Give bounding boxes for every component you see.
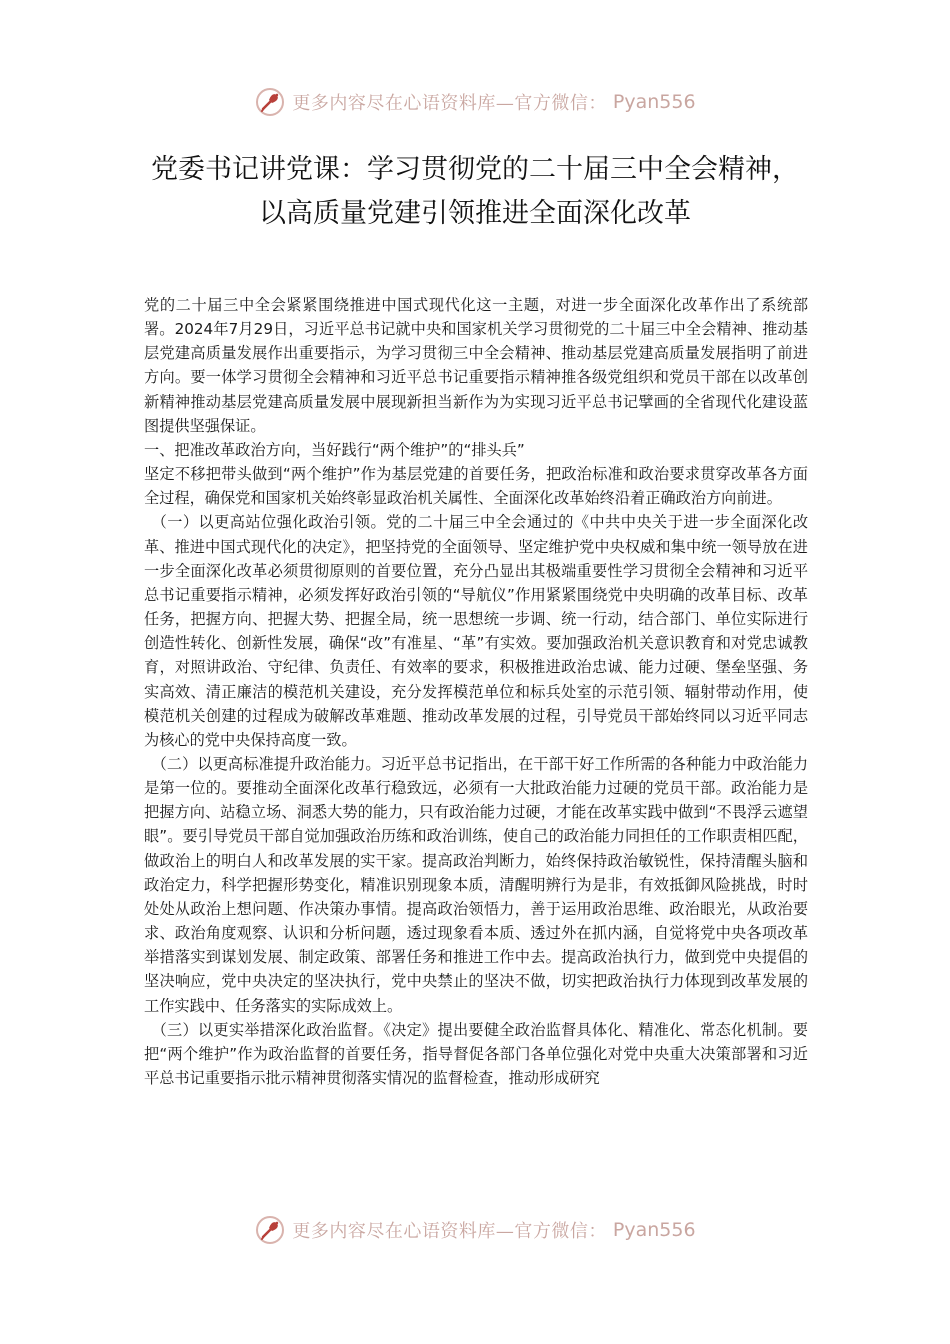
- subsection-2-paragraph: （二）以更高标准提升政治能力。习近平总书记指出，在干部干好工作所需的各种能力中政治能力是第一位的。要推动全面深化改革行稳致远，必须有一大批政治能力过硬的党员干部。政治能力是把握方向、站稳立场、洞悉大势的能力，只有政治能力过硬，才能在改革实践中做到“不畏浮云遮望眼”。要引导党员干部自觉加强政治历练和政治训练，使自己的政治能力同担任的工作职责相匹配，做政治上的明白人和改革发展的实干家。提高政治判断力，始终保持政治敏锐性，保持清醒头脑和政治定力，科学把握形势变化，精准识别现象本质，清醒明辨行为是非，有效抵御风险挑战，时时处处从政治上想问题、作决策办事情。提高政治领悟力，善于运用政治思维、政治眼光，从政治要求、政治角度观察、认识和分析问题，透过现象看本质、透过外在抓内涵，自觉将党中央各项改革举措落实到谋划发展、制定政策、部署任务和推进工作中去。提高政治执行力，做到党中央提倡的坚决响应，党中央决定的坚决执行，党中央禁止的坚决不做，切实把政治执行力体现到改革发展的工作实践中、任务落实的实际成效上。: [144, 754, 808, 1015]
- title-line-1: 党委书记讲党课：学习贯彻党的二十届三中全会精神，: [151, 154, 799, 185]
- watermark-text: 更多内容尽在心语资料库—官方微信：: [292, 1221, 607, 1242]
- quill-logo-icon: [254, 86, 286, 118]
- document-body: [144, 293, 808, 1090]
- watermark-text: 更多内容尽在心语资料库—官方微信：: [292, 93, 607, 114]
- subsection-3-paragraph: （三）以更实举措深化政治监督。《决定》提出要健全政治监督具体化、精准化、常态化机制。要把“两个维护”作为政治监督的首要任务，指导督促各部门各单位强化对党中央重大决策部署和习近平总书记重要指示批示精神贯彻落实情况的监督检查，推动形成研究: [144, 1020, 808, 1087]
- intro-paragraph: 党的二十届三中全会紧紧围绕推进中国式现代化这一主题，对进一步全面深化改革作出了系统部署。2024年7月29日，习近平总书记就中央和国家机关学习贯彻党的二十届三中全会精神、推动基层党建高质量发展作出重要指示，为学习贯彻三中全会精神、推动基层党建高质量发展指明了前进方向。要一体学习贯彻全会精神和习近平总书记重要指示精神推各级党组织和党员干部在以改革创新精神推动基层党建高质量发展中展现新担当新作为为实现习近平总书记擘画的全省现代化建设蓝图提供坚强保证。: [144, 296, 808, 435]
- quill-logo-icon: [254, 1214, 286, 1246]
- subsection-1-paragraph: （一）以更高站位强化政治引领。党的二十届三中全会通过的《中共中央关于进一步全面深化改革、推进中国式现代化的决定》，把坚持党的全面领导、坚定维护党中央权威和集中统一领导放在进一步全面深化改革必须贯彻原则的首要位置，充分凸显出其极端重要性学习贯彻全会精神和习近平总书记重要指示精神，必须发挥好政治引领的“导航仪”作用紧紧围绕党中央明确的改革目标、改革任务，把握方向、把握大势、把握全局，统一思想统一步调、统一行动，结合部门、单位实际进行创造性转化、创新性发展，确保“改”有准星、“革”有实效。要加强政治机关意识教育和对党忠诚教育，对照讲政治、守纪律、负责任、有效率的要求，积极推进政治忠诚、能力过硬、堡垒坚强、务实高效、清正廉洁的模范机关建设，充分发挥模范单位和标兵处室的示范引领、辐射带动作用，使模范机关创建的过程成为破解改革难题、推动改革发展的过程，引导党员干部始终同以习近平同志为核心的党中央保持高度一致。: [144, 513, 808, 749]
- watermark-wechat-id: Pyan556: [612, 91, 696, 113]
- document-title: [60, 148, 890, 236]
- footer-watermark-banner: [0, 1210, 950, 1250]
- section-1-lead-paragraph: 坚定不移把带头做到“两个维护”作为基层党建的首要任务，把政治标准和政治要求贯穿改革各方面全过程，确保党和国家机关始终彰显政治机关属性、全面深化改革始终沿着正确政治方向前进。: [144, 465, 808, 508]
- header-watermark-banner: [0, 82, 950, 122]
- watermark-wechat-id: Pyan556: [612, 1219, 696, 1241]
- title-line-2: 以高质量党建引领推进全面深化改革: [259, 198, 691, 229]
- section-1-heading: 一、把准改革政治方向，当好践行“两个维护”的“排头兵”: [144, 440, 525, 459]
